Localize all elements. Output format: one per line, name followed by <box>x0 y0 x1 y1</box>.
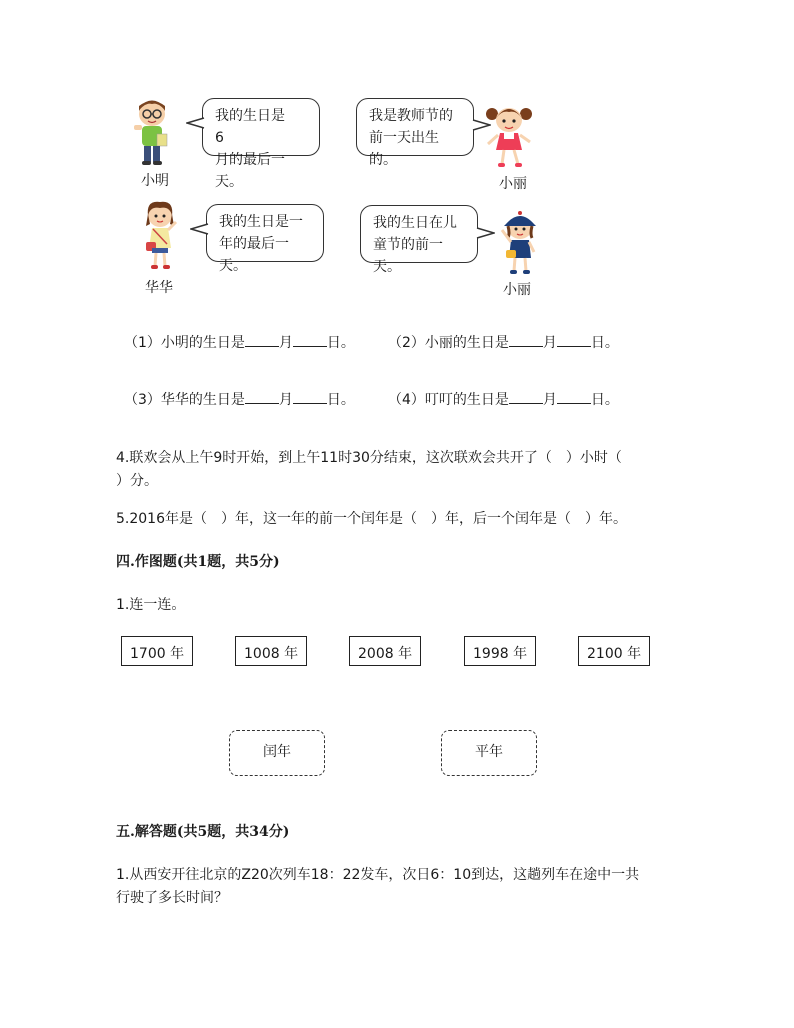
answer-question-1-line1: 1.从西安开往北京的Z20次列车18：22发车，次日6：10到达，这趟列车在途中一共 <box>116 867 640 883</box>
character-name: 小丽 <box>503 282 531 298</box>
fill-question: （3）华华的生日是 月 日。 <box>124 389 355 411</box>
boy-glasses-illustration <box>130 98 174 168</box>
answer-blank[interactable] <box>245 332 279 347</box>
year-box[interactable]: 1700 年 <box>121 636 193 666</box>
speech-bubble <box>206 204 324 274</box>
bubble-tail <box>475 226 495 240</box>
character-name: 小丽 <box>499 176 527 192</box>
year-box[interactable]: 2008 年 <box>349 636 421 666</box>
bubble-tail <box>186 116 206 130</box>
leap-year-box[interactable]: 闰年 <box>229 730 325 776</box>
year-box[interactable]: 1008 年 <box>235 636 307 666</box>
common-year-box[interactable]: 平年 <box>441 730 537 776</box>
girl-hat-illustration <box>496 210 544 278</box>
answer-blank[interactable] <box>245 389 279 404</box>
answer-blank[interactable] <box>557 332 591 347</box>
character-name: 小明 <box>141 173 169 189</box>
speech-bubble <box>360 205 478 275</box>
fill-question: （1）小明的生日是 月 日。 <box>124 332 355 354</box>
connect-question: 1.连一连。 <box>116 597 186 613</box>
bubble-text-line: 童节的前一天。 <box>373 237 443 275</box>
year-box[interactable]: 2100 年 <box>578 636 650 666</box>
year-box[interactable]: 1998 年 <box>464 636 536 666</box>
bubble-text-line: 前一天出生的。 <box>369 130 439 168</box>
question-4-line1: 4.联欢会从上午9时开始，到上午11时30分结束，这次联欢会共开了（ ）小时（ <box>116 450 622 466</box>
girl-pigtails-illustration <box>484 104 534 170</box>
bubble-text-line: 我的生日是一 <box>219 214 303 230</box>
fill-question: （2）小丽的生日是 月 日。 <box>388 332 619 354</box>
character-name: 华华 <box>145 280 173 296</box>
bubble-text-line: 月的最后一天。 <box>215 152 285 190</box>
bubble-tail <box>190 222 210 236</box>
girl-bag-illustration <box>140 200 180 272</box>
bubble-text-line: 年的最后一天。 <box>219 236 289 274</box>
section-5-title: 五.解答题(共5题，共34分) <box>116 824 290 840</box>
section-4-title: 四.作图题(共1题，共5分) <box>116 554 280 570</box>
answer-blank[interactable] <box>293 332 327 347</box>
answer-question-1-line2: 行驶了多长时间？ <box>116 890 228 906</box>
answer-blank[interactable] <box>293 389 327 404</box>
question-4-line2: ）分。 <box>116 473 158 489</box>
bubble-text-line: 我的生日在儿 <box>373 215 457 231</box>
answer-blank[interactable] <box>509 332 543 347</box>
answer-blank[interactable] <box>509 389 543 404</box>
speech-bubble <box>356 98 474 168</box>
bubble-text-line: 我是教师节的 <box>369 108 453 124</box>
answer-blank[interactable] <box>557 389 591 404</box>
question-5: 5.2016年是（ ）年，这一年的前一个闰年是（ ）年，后一个闰年是（ ）年。 <box>116 511 627 527</box>
fill-question: （4）叮叮的生日是 月 日。 <box>388 389 619 411</box>
bubble-text-line: 我的生日是 6 <box>215 108 299 146</box>
speech-bubble <box>202 98 320 190</box>
